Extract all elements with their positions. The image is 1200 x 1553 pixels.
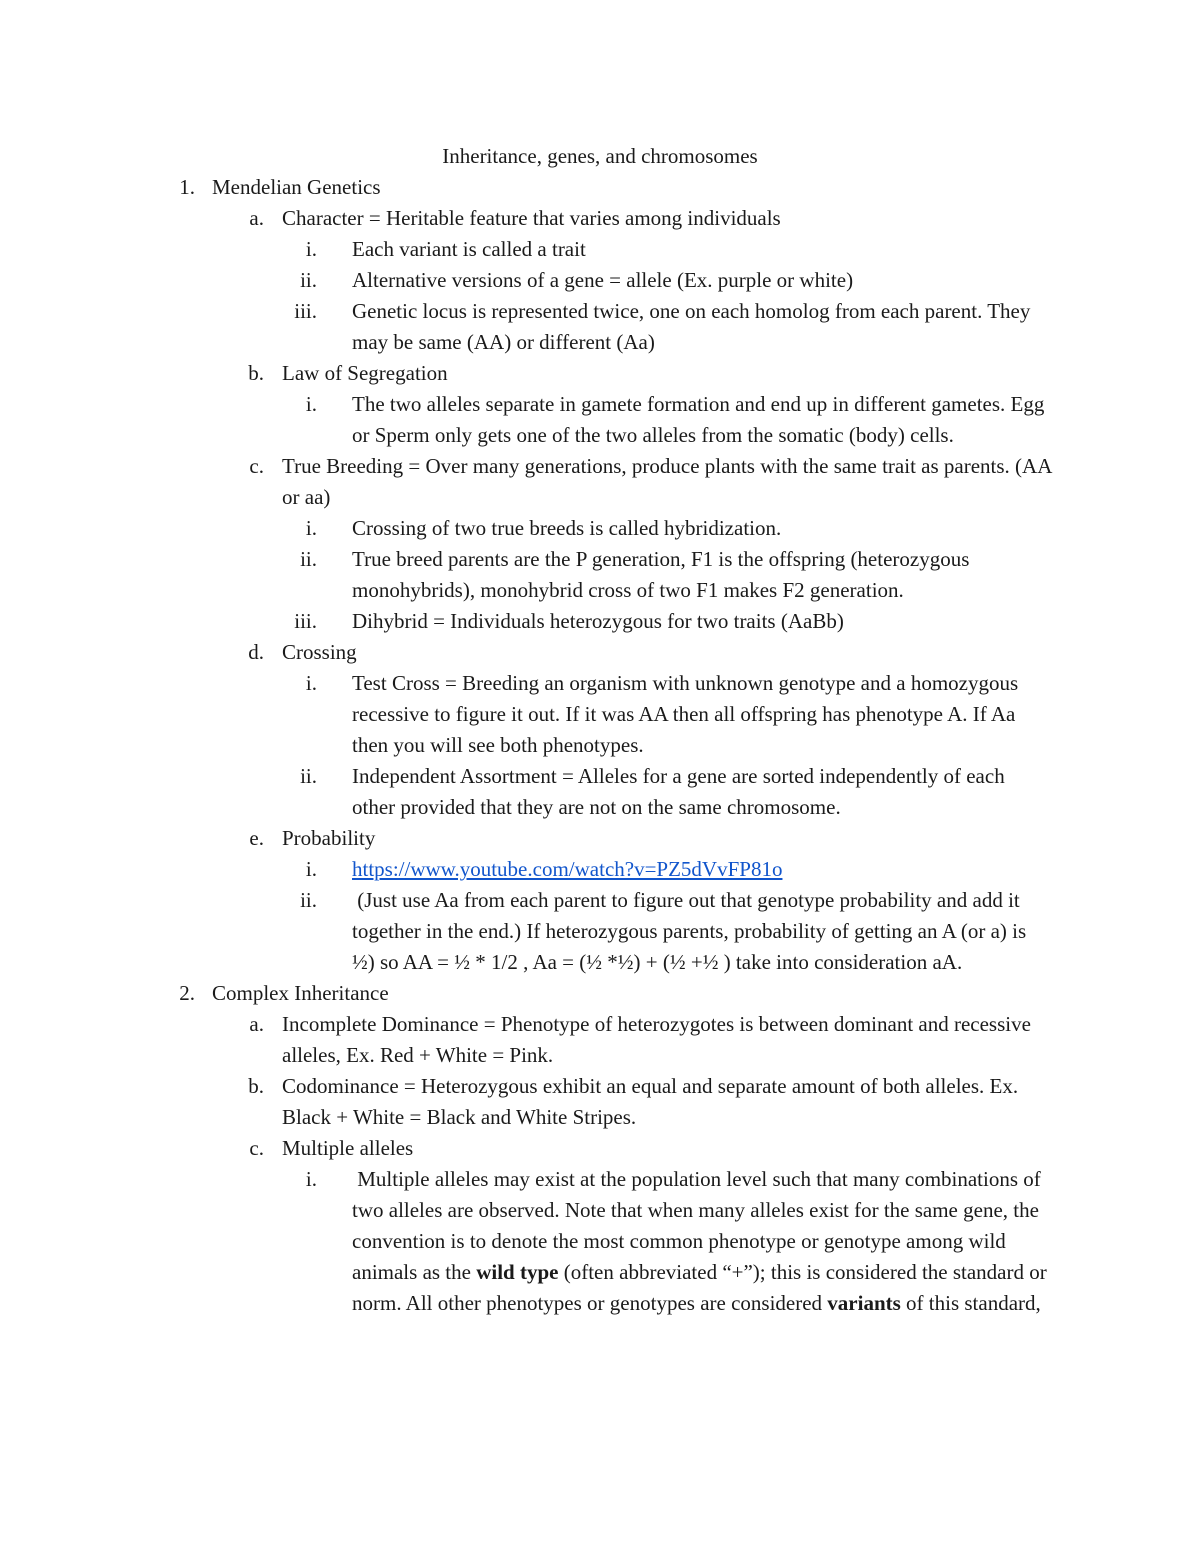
list-marker: c. (249, 1136, 264, 1160)
section-label: Mendelian Genetics (212, 175, 381, 199)
list-item-text: Probability (282, 826, 376, 850)
list-marker: i. (305, 237, 317, 261)
list-marker: i. (305, 392, 317, 416)
section-complex-inheritance (0, 978, 1200, 1009)
list-item-text: Alternative versions of a gene = allele (Ex. purple or white) (352, 268, 854, 292)
list-item-text: True breed parents are the P generation, F1 is the offspring (heterozygous monohybrids), monohybrid cross of two F1 makes F2 generation. (352, 547, 970, 602)
list-marker: c. (249, 454, 264, 478)
list-item (0, 668, 1200, 761)
list-item (0, 823, 1200, 854)
list-marker: e. (249, 826, 264, 850)
list-item (0, 513, 1200, 544)
list-marker: i. (305, 671, 317, 695)
text-segment: (often abbreviated “+”); this is considered the standard or norm. All other phenotypes or genotypes are considered (352, 1260, 1052, 1315)
list-marker: ii. (300, 547, 317, 571)
list-item-text: The two alleles separate in gamete formation and end up in different gametes. Egg or Sperm only gets one of the two alleles from the somatic (body) cells. (352, 392, 1045, 447)
list-marker: d. (248, 640, 264, 664)
list-marker: b. (248, 1074, 264, 1098)
youtube-link[interactable]: https://www.youtube.com/watch?v=PZ5dVvFP81o (352, 857, 783, 881)
list-item-text (352, 854, 1052, 885)
list-item (0, 637, 1200, 668)
list-marker: ii. (300, 888, 317, 912)
list-marker: 1. (179, 175, 195, 199)
list-item (0, 296, 1200, 358)
list-marker: i. (305, 516, 317, 540)
text-segment: of this standard, (900, 1291, 1041, 1315)
list-item (0, 1164, 1200, 1319)
list-marker: a. (249, 1012, 264, 1036)
list-item-text: (Just use Aa from each parent to figure out that genotype probability and add it together in the end.) If heterozygous parents, probability of getting an A (or a) is ½) so AA = ½ * 1/2 , Aa = (½ *½) + (½ +½ ) take into consideration aA. (352, 888, 1032, 974)
list-item (0, 885, 1200, 978)
list-item (0, 1071, 1200, 1133)
list-item-text: Each variant is called a trait (352, 237, 586, 261)
list-item-text: Codominance = Heterozygous exhibit an equal and separate amount of both alleles. Ex. Black + White = Black and White Stripes. (282, 1074, 1019, 1129)
list-marker: 2. (179, 981, 195, 1005)
list-item-text: Crossing (282, 640, 357, 664)
list-marker: i. (305, 857, 317, 881)
list-item (0, 358, 1200, 389)
list-item-text: Dihybrid = Individuals heterozygous for two traits (AaBb) (352, 609, 844, 633)
list-item (0, 761, 1200, 823)
list-marker: iii. (294, 299, 317, 323)
list-item (0, 544, 1200, 606)
section-mendelian-genetics (0, 172, 1200, 203)
list-marker: i. (305, 1167, 317, 1191)
list-item-text: Test Cross = Breeding an organism with unknown genotype and a homozygous recessive to figure it out. If it was AA then all offspring has phenotype A. If Aa then you will see both phenotypes. (352, 671, 1019, 757)
list-item (0, 389, 1200, 451)
list-item (0, 203, 1200, 234)
list-marker: a. (249, 206, 264, 230)
list-marker: ii. (300, 764, 317, 788)
list-item (0, 234, 1200, 265)
list-item (0, 854, 1200, 885)
list-item-text: Character = Heritable feature that varies among individuals (282, 206, 781, 230)
list-item-text: Multiple alleles (282, 1136, 414, 1160)
list-marker: ii. (300, 268, 317, 292)
list-item (0, 1133, 1200, 1164)
term-variants: variants (827, 1291, 901, 1315)
list-item-text (352, 1164, 1052, 1319)
list-item-text: Genetic locus is represented twice, one on each homolog from each parent. They may be same (AA) or different (Aa) (352, 299, 1031, 354)
list-item (0, 1009, 1200, 1071)
list-item-text: Law of Segregation (282, 361, 448, 385)
page-title: Inheritance, genes, and chromosomes (442, 144, 758, 168)
list-item (0, 265, 1200, 296)
text-segment: Multiple alleles may exist at the population level such that many combinations of two alleles are observed. Note that when many alleles exist for the same gene, the convention is to denote the most common phenotype or genotype among wild animals as the (352, 1167, 1047, 1284)
list-item-text: True Breeding = Over many generations, produce plants with the same trait as parents. (AA or aa) (282, 454, 1052, 509)
list-item-text: Incomplete Dominance = Phenotype of heterozygotes is between dominant and recessive alleles, Ex. Red + White = Pink. (282, 1012, 1031, 1067)
list-marker: b. (248, 361, 264, 385)
list-item-text: Crossing of two true breeds is called hybridization. (352, 516, 782, 540)
list-item (0, 606, 1200, 637)
term-wild-type: wild type (476, 1260, 559, 1284)
list-item-text: Independent Assortment = Alleles for a gene are sorted independently of each other provided that they are not on the same chromosome. (352, 764, 1005, 819)
outline (0, 172, 1200, 1319)
list-item (0, 451, 1200, 513)
list-marker: iii. (294, 609, 317, 633)
section-label: Complex Inheritance (212, 981, 389, 1005)
